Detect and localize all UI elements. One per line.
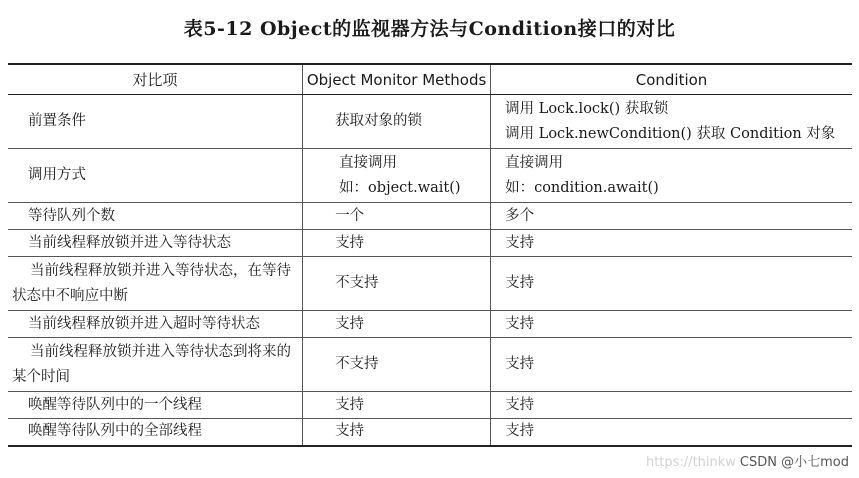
cell-object-monitor-line: 直接调用 (339, 154, 398, 171)
cell-compare-item: 当前线程释放锁并进入超时等待状态 (8, 311, 303, 338)
cell-object-monitor (303, 149, 491, 203)
cell-compare-item: 等待队列个数 (8, 203, 303, 230)
cell-condition (491, 95, 852, 149)
watermark-url: https://thinkw (645, 455, 736, 470)
table-row (8, 311, 852, 338)
cell-condition (491, 149, 852, 203)
cell-compare-item: 唤醒等待队列中的一个线程 (8, 392, 303, 419)
cell-object-monitor: 支持 (303, 230, 491, 257)
cell-compare-item: 当前线程释放锁并进入等待状态，在等待状态中不响应中断 (8, 257, 303, 311)
cell-object-monitor: 支持 (303, 419, 491, 446)
comparison-table (8, 63, 852, 447)
cell-condition: 多个 (491, 203, 852, 230)
cell-condition-line: 调用 Lock.lock() 获取锁 (505, 100, 669, 117)
table-caption: 表5-12 Object的监视器方法与Condition接口的对比 (183, 18, 676, 40)
cell-compare-item: 前置条件 (8, 95, 303, 149)
cell-condition: 支持 (491, 392, 852, 419)
table-row (8, 203, 852, 230)
cell-object-monitor: 支持 (303, 311, 491, 338)
cell-object-monitor: 不支持 (303, 257, 491, 311)
watermark-brand: CSDN @小七mod (739, 455, 849, 470)
table-row (8, 392, 852, 419)
table-row (8, 419, 852, 446)
cell-condition: 支持 (491, 230, 852, 257)
cell-compare-item: 当前线程释放锁并进入等待状态 (8, 230, 303, 257)
cell-object-monitor: 支持 (303, 392, 491, 419)
table-row (8, 230, 852, 257)
cell-object-monitor: 不支持 (303, 338, 491, 392)
cell-compare-item: 调用方式 (8, 149, 303, 203)
cell-condition: 支持 (491, 338, 852, 392)
cell-object-monitor: 一个 (303, 203, 491, 230)
cell-condition-line: 直接调用 (505, 154, 564, 171)
header-condition: Condition (491, 64, 852, 95)
table-row (8, 95, 852, 149)
cell-compare-item: 唤醒等待队列中的全部线程 (8, 419, 303, 446)
table-row (8, 338, 852, 392)
cell-object-monitor-line: 如：object.wait() (339, 179, 461, 196)
table-header-row (8, 64, 852, 95)
csdn-watermark (646, 451, 849, 470)
table-row (8, 257, 852, 311)
cell-compare-item: 当前线程释放锁并进入等待状态到将来的某个时间 (8, 338, 303, 392)
cell-condition: 支持 (491, 311, 852, 338)
cell-condition-line: 如：condition.await() (505, 179, 659, 196)
table-row (8, 149, 852, 203)
header-compare-item: 对比项 (8, 64, 303, 95)
cell-condition-line: 调用 Lock.newCondition() 获取 Condition 对象 (505, 125, 836, 142)
header-object-monitor-methods: Object Monitor Methods (303, 64, 491, 95)
cell-condition: 支持 (491, 419, 852, 446)
cell-object-monitor: 获取对象的锁 (303, 95, 491, 149)
cell-condition: 支持 (491, 257, 852, 311)
